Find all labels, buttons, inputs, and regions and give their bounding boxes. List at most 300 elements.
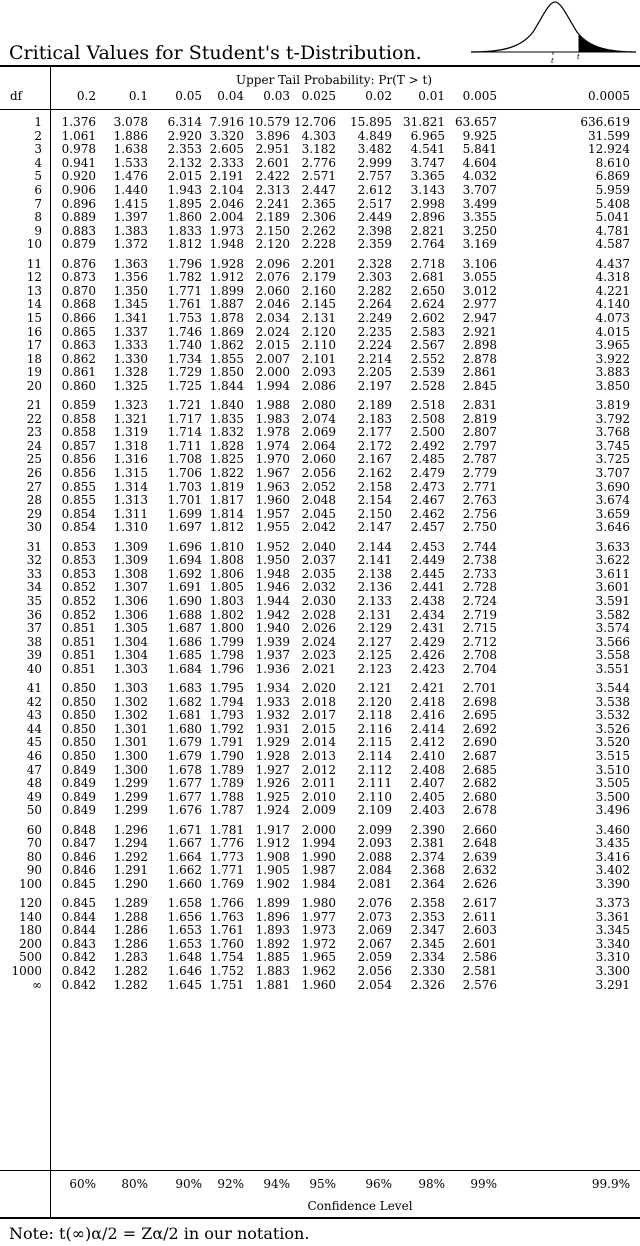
table-cell: 0.850 (61, 749, 96, 763)
table-cell: 2.306 (301, 210, 336, 225)
table-cell: 2.479 (410, 466, 445, 480)
table-cell: 1.828 (209, 438, 244, 453)
table-cell: 1.301 (113, 735, 148, 750)
table-cell: 1.973 (301, 923, 336, 938)
table-cell: 1.932 (255, 708, 290, 723)
table-cell: 1.781 (209, 822, 244, 837)
table-cell: 2.214 (357, 351, 392, 366)
table-cell: 1.883 (255, 964, 290, 978)
table-cell: 1.533 (113, 155, 148, 170)
table-cell: 3.182 (301, 142, 336, 157)
table-cell: 1.656 (167, 909, 202, 924)
table-cell: 2.088 (357, 849, 392, 864)
table-cell: 1.948 (209, 237, 244, 252)
df-value: 60 (26, 822, 42, 837)
table-cell: 2.583 (410, 324, 445, 339)
table-cell: 2.120 (255, 237, 290, 252)
table-cell: 1.290 (113, 876, 148, 891)
table-cell: 1.660 (167, 876, 202, 891)
table-cell: 1.925 (255, 789, 290, 804)
table-cell: 2.418 (410, 694, 445, 709)
df-value: 3 (34, 142, 42, 157)
table-cell: 7.916 (209, 115, 244, 129)
table-cell: 3.965 (595, 338, 630, 353)
table-cell: 1.356 (113, 270, 148, 285)
table-cell: 6.314 (167, 115, 202, 129)
curve-label-right: t (577, 53, 580, 61)
table-cell: 2.123 (357, 661, 392, 676)
table-cell: 1.977 (301, 909, 336, 924)
table-cell: 2.617 (462, 896, 497, 910)
table-cell: 2.015 (167, 169, 202, 184)
table-cell: 2.632 (462, 863, 497, 878)
table-cell: 1.299 (113, 789, 148, 804)
table-cell: 1.940 (255, 621, 290, 636)
t-distribution-curve-icon (471, 0, 636, 64)
table-cell: 2.601 (255, 155, 290, 170)
table-cell: 1.782 (167, 270, 202, 285)
df-value: 46 (26, 749, 42, 763)
table-cell: 1.812 (209, 520, 244, 535)
table-cell: 3.725 (595, 452, 630, 467)
table-cell: 1.822 (209, 466, 244, 480)
df-value: 49 (26, 789, 42, 804)
df-value: 120 (19, 896, 42, 910)
table-cell: 1.769 (209, 876, 244, 891)
table-cell: 2.144 (357, 539, 392, 554)
table-cell: 1.798 (209, 648, 244, 663)
table-cell: 2.797 (462, 438, 497, 453)
table-cell: 2.612 (357, 183, 392, 197)
table-cell: 1.714 (167, 425, 202, 440)
table-cell: 1.862 (209, 338, 244, 353)
table-cell: 0.850 (61, 694, 96, 709)
table-cell: 0.850 (61, 681, 96, 695)
table-cell: 0.853 (61, 539, 96, 554)
df-value: 39 (26, 648, 42, 663)
table-cell: 1.315 (113, 466, 148, 480)
table-cell: 3.355 (462, 210, 497, 225)
df-value: 24 (26, 438, 42, 453)
table-cell: 2.052 (301, 479, 336, 494)
table-cell: 1.476 (113, 169, 148, 184)
table-cell: 3.310 (595, 950, 630, 965)
table-cell: 1.967 (255, 466, 290, 480)
table-cell: 1.662 (167, 863, 202, 878)
df-value: 47 (26, 762, 42, 777)
table-cell: 2.508 (410, 411, 445, 426)
table-cell: 1.289 (113, 896, 148, 910)
table-cell: 1.306 (113, 607, 148, 622)
table-cell: 0.842 (61, 977, 96, 992)
table-cell: 2.518 (410, 398, 445, 412)
df-value: 8 (34, 210, 42, 225)
table-cell: 1.934 (255, 681, 290, 695)
table-cell: 2.601 (462, 936, 497, 951)
table-cell: 2.571 (301, 169, 336, 184)
confidence-level: 98% (418, 1177, 445, 1191)
table-cell: 1.717 (167, 411, 202, 426)
table-cell: 2.680 (462, 789, 497, 804)
table-cell: 5.041 (595, 210, 630, 225)
table-cell: 2.704 (462, 661, 497, 676)
table-cell: 1.680 (167, 721, 202, 736)
table-cell: 1.978 (255, 425, 290, 440)
probability-header: 0.1 (128, 89, 148, 103)
table-cell: 2.445 (410, 566, 445, 581)
table-cell: 2.249 (357, 310, 392, 325)
table-cell: 1.793 (209, 708, 244, 723)
table-cell: 1.994 (301, 836, 336, 851)
table-cell: 1.776 (209, 836, 244, 851)
table-cell: 2.650 (410, 283, 445, 298)
table-cell: 1.835 (209, 411, 244, 426)
table-cell: 2.733 (462, 566, 497, 581)
table-cell: 15.895 (350, 115, 392, 129)
table-cell: 2.158 (357, 479, 392, 494)
table-cell: 2.368 (410, 863, 445, 878)
table-cell: 2.648 (462, 836, 497, 851)
df-value: 45 (26, 735, 42, 750)
table-cell: 10.579 (248, 115, 290, 129)
confidence-level: 90% (175, 1177, 202, 1191)
table-cell: 2.060 (255, 283, 290, 298)
table-cell: 3.482 (357, 142, 392, 157)
table-cell: 2.581 (462, 964, 497, 978)
table-cell: 2.145 (301, 297, 336, 312)
df-value: 80 (26, 849, 42, 864)
table-cell: 1.734 (167, 351, 202, 366)
table-cell: 2.776 (301, 155, 336, 170)
table-cell: 1.301 (113, 721, 148, 736)
table-cell: 2.921 (462, 324, 497, 339)
table-cell: 1.330 (113, 351, 148, 366)
table-cell: 0.849 (61, 789, 96, 804)
table-cell: 1.896 (255, 909, 290, 924)
table-cell: 2.429 (410, 634, 445, 649)
table-cell: 2.093 (357, 836, 392, 851)
df-value: 42 (26, 694, 42, 709)
probability-header: 0.04 (217, 89, 244, 103)
table-cell: 1.316 (113, 452, 148, 467)
table-cell: 3.169 (462, 237, 497, 252)
table-cell: 3.496 (595, 803, 630, 818)
table-cell: 2.403 (410, 803, 445, 818)
table-cell: 3.499 (462, 196, 497, 211)
table-cell: 3.707 (595, 466, 630, 480)
table-cell: 3.601 (595, 580, 630, 595)
table-cell: 1.676 (167, 803, 202, 818)
table-cell: 0.861 (61, 365, 96, 380)
table-cell: 1.850 (209, 365, 244, 380)
df-value: 16 (26, 324, 42, 339)
table-cell: 1.761 (209, 923, 244, 938)
table-cell: 1.303 (113, 661, 148, 676)
table-cell: 2.084 (357, 863, 392, 878)
table-cell: 2.042 (301, 520, 336, 535)
table-cell: 1.291 (113, 863, 148, 878)
table-cell: 2.431 (410, 621, 445, 636)
table-cell: 2.447 (301, 183, 336, 197)
table-cell: 1.819 (209, 479, 244, 494)
table-cell: 2.485 (410, 452, 445, 467)
table-cell: 2.110 (301, 338, 336, 353)
table-cell: 3.922 (595, 351, 630, 366)
table-cell: 2.167 (357, 452, 392, 467)
table-cell: 4.303 (301, 128, 336, 143)
table-cell: 2.282 (357, 283, 392, 298)
table-cell: 2.738 (462, 553, 497, 568)
table-cell: 1.671 (167, 822, 202, 837)
table-cell: 1.345 (113, 297, 148, 312)
table-cell: 1.319 (113, 425, 148, 440)
table-cell: 4.015 (595, 324, 630, 339)
table-cell: 2.104 (209, 183, 244, 197)
table-cell: 0.851 (61, 661, 96, 676)
table-cell: 2.787 (462, 452, 497, 467)
table-cell: 2.045 (301, 506, 336, 521)
table-cell: 1.960 (255, 493, 290, 508)
table-cell: 2.183 (357, 411, 392, 426)
table-cell: 1.699 (167, 506, 202, 521)
table-cell: 1.773 (209, 849, 244, 864)
table-cell: 1.311 (113, 506, 148, 521)
table-cell: 1.678 (167, 762, 202, 777)
table-cell: 0.845 (61, 896, 96, 910)
table-cell: 1.648 (167, 950, 202, 965)
table-cell: 2.359 (357, 237, 392, 252)
table-cell: 1.955 (255, 520, 290, 535)
table-cell: 1.963 (255, 479, 290, 494)
table-cell: 0.856 (61, 452, 96, 467)
table-cell: 3.416 (595, 849, 630, 864)
table-cell: 1.944 (255, 593, 290, 608)
table-cell: 0.906 (61, 183, 96, 197)
table-cell: 2.861 (462, 365, 497, 380)
table-cell: 1.305 (113, 621, 148, 636)
table-cell: 1.294 (113, 836, 148, 851)
table-cell: 3.510 (595, 762, 630, 777)
table-cell: 2.076 (255, 270, 290, 285)
table-cell: 2.364 (410, 876, 445, 891)
table-cell: 1.333 (113, 338, 148, 353)
table-cell: 2.023 (301, 648, 336, 663)
table-cell: 0.849 (61, 762, 96, 777)
table-cell: 2.099 (357, 822, 392, 837)
df-value: 50 (26, 803, 42, 818)
table-cell: 1.840 (209, 398, 244, 412)
table-cell: 2.114 (357, 749, 392, 763)
table-cell: 2.719 (462, 607, 497, 622)
probability-header: 0.025 (301, 89, 336, 103)
table-cell: 3.012 (462, 283, 497, 298)
table-cell: 2.528 (410, 378, 445, 393)
table-cell: 1.350 (113, 283, 148, 298)
table-cell: 0.866 (61, 310, 96, 325)
table-cell: 2.028 (301, 607, 336, 622)
rule-body-end (0, 1170, 640, 1171)
table-cell: 2.040 (301, 539, 336, 554)
table-cell: 1.812 (167, 237, 202, 252)
table-cell: 1.988 (255, 398, 290, 412)
table-cell: 2.441 (410, 580, 445, 595)
table-cell: 0.858 (61, 411, 96, 426)
table-cell: 4.541 (410, 142, 445, 157)
df-value: 14 (26, 297, 42, 312)
table-cell: 2.129 (357, 621, 392, 636)
table-cell: 2.060 (301, 452, 336, 467)
table-cell: 3.435 (595, 836, 630, 851)
table-cell: 1.646 (167, 964, 202, 978)
table-cell: 0.849 (61, 803, 96, 818)
table-cell: 2.345 (410, 936, 445, 951)
table-cell: 2.898 (462, 338, 497, 353)
table-cell: 1.902 (255, 876, 290, 891)
table-cell: 2.896 (410, 210, 445, 225)
table-cell: 1.760 (209, 936, 244, 951)
confidence-level: 94% (263, 1177, 290, 1191)
table-cell: 2.692 (462, 721, 497, 736)
table-cell: 2.007 (255, 351, 290, 366)
table-cell: 1.302 (113, 708, 148, 723)
table-cell: 2.110 (357, 789, 392, 804)
df-value: 43 (26, 708, 42, 723)
table-cell: 1.363 (113, 256, 148, 271)
table-cell: 1.313 (113, 493, 148, 508)
table-cell: 1.972 (301, 936, 336, 951)
table-cell: 2.133 (357, 593, 392, 608)
table-cell: 1.946 (255, 580, 290, 595)
table-cell: 2.127 (357, 634, 392, 649)
table-cell: 2.326 (410, 977, 445, 992)
rule-top (0, 65, 640, 67)
table-cell: 0.848 (61, 822, 96, 837)
table-cell: 1.878 (209, 310, 244, 325)
table-cell: 1.283 (113, 950, 148, 965)
table-cell: 0.845 (61, 876, 96, 891)
confidence-caption: Confidence Level (307, 1199, 413, 1213)
table-cell: 2.438 (410, 593, 445, 608)
df-value: 48 (26, 776, 42, 791)
table-cell: 2.807 (462, 425, 497, 440)
table-cell: 1.905 (255, 863, 290, 878)
table-cell: 2.067 (357, 936, 392, 951)
table-cell: 0.849 (61, 776, 96, 791)
table-cell: 2.682 (462, 776, 497, 791)
table-cell: 1.886 (113, 128, 148, 143)
table-cell: 2.014 (301, 735, 336, 750)
table-cell: 1.800 (209, 621, 244, 636)
table-cell: 5.841 (462, 142, 497, 157)
table-cell: 4.587 (595, 237, 630, 252)
table-cell: 0.859 (61, 398, 96, 412)
table-cell: 2.080 (301, 398, 336, 412)
table-cell: 2.449 (357, 210, 392, 225)
table-cell: 0.854 (61, 506, 96, 521)
table-cell: 1.310 (113, 520, 148, 535)
table-cell: 3.078 (113, 115, 148, 129)
table-cell: 2.205 (357, 365, 392, 380)
table-cell: 2.179 (301, 270, 336, 285)
table-cell: 3.674 (595, 493, 630, 508)
table-cell: 1.893 (255, 923, 290, 938)
df-value: 28 (26, 493, 42, 508)
df-value: 9 (34, 223, 42, 238)
table-cell: 2.347 (410, 923, 445, 938)
table-cell: 0.850 (61, 721, 96, 736)
df-value: 44 (26, 721, 42, 736)
table-cell: 2.330 (410, 964, 445, 978)
table-cell: 1.844 (209, 378, 244, 393)
table-cell: 3.300 (595, 964, 630, 978)
table-cell: 2.264 (357, 297, 392, 312)
table-cell: 0.843 (61, 936, 96, 951)
table-cell: 2.453 (410, 539, 445, 554)
table-cell: 2.421 (410, 681, 445, 695)
table-cell: 3.566 (595, 634, 630, 649)
table-cell: 1.943 (167, 183, 202, 197)
table-cell: 1.887 (209, 297, 244, 312)
table-cell: 2.779 (462, 466, 497, 480)
df-value: 7 (34, 196, 42, 211)
table-cell: 3.320 (209, 128, 244, 143)
table-cell: 3.390 (595, 876, 630, 891)
table-cell: 2.069 (301, 425, 336, 440)
table-cell: 3.558 (595, 648, 630, 663)
table-cell: 2.189 (357, 398, 392, 412)
table-cell: 1.296 (113, 822, 148, 837)
table-cell: 1.706 (167, 466, 202, 480)
table-cell: 3.143 (410, 183, 445, 197)
df-value: 5 (34, 169, 42, 184)
table-cell: 1.917 (255, 822, 290, 837)
table-cell: 2.059 (357, 950, 392, 965)
table-cell: 0.978 (61, 142, 96, 157)
table-cell: 1.683 (167, 681, 202, 695)
table-cell: 1.908 (255, 849, 290, 864)
table-cell: 1.929 (255, 735, 290, 750)
table-cell: 2.017 (301, 708, 336, 723)
df-value: 35 (26, 593, 42, 608)
table-cell: 2.831 (462, 398, 497, 412)
table-cell: 31.821 (403, 115, 445, 129)
table-cell: 1.286 (113, 923, 148, 938)
table-cell: 3.768 (595, 425, 630, 440)
df-column-divider (50, 67, 51, 1217)
table-cell: 1.803 (209, 593, 244, 608)
table-cell: 3.532 (595, 708, 630, 723)
table-cell: 2.228 (301, 237, 336, 252)
table-cell: 9.925 (462, 128, 497, 143)
table-cell: 2.120 (301, 324, 336, 339)
table-cell: 2.358 (410, 896, 445, 910)
table-cell: 1.796 (167, 256, 202, 271)
table-cell: 2.819 (462, 411, 497, 426)
table-cell: 2.154 (357, 493, 392, 508)
table-cell: 2.172 (357, 438, 392, 453)
table-cell: 2.262 (301, 223, 336, 238)
df-value: 13 (26, 283, 42, 298)
table-cell: 3.526 (595, 721, 630, 736)
df-value: 32 (26, 553, 42, 568)
table-cell: 2.365 (301, 196, 336, 211)
table-cell: 2.037 (301, 553, 336, 568)
df-value: 21 (26, 398, 42, 412)
table-cell: 2.423 (410, 661, 445, 676)
df-value: 25 (26, 452, 42, 467)
table-cell: 1.292 (113, 849, 148, 864)
table-cell: 2.032 (301, 580, 336, 595)
